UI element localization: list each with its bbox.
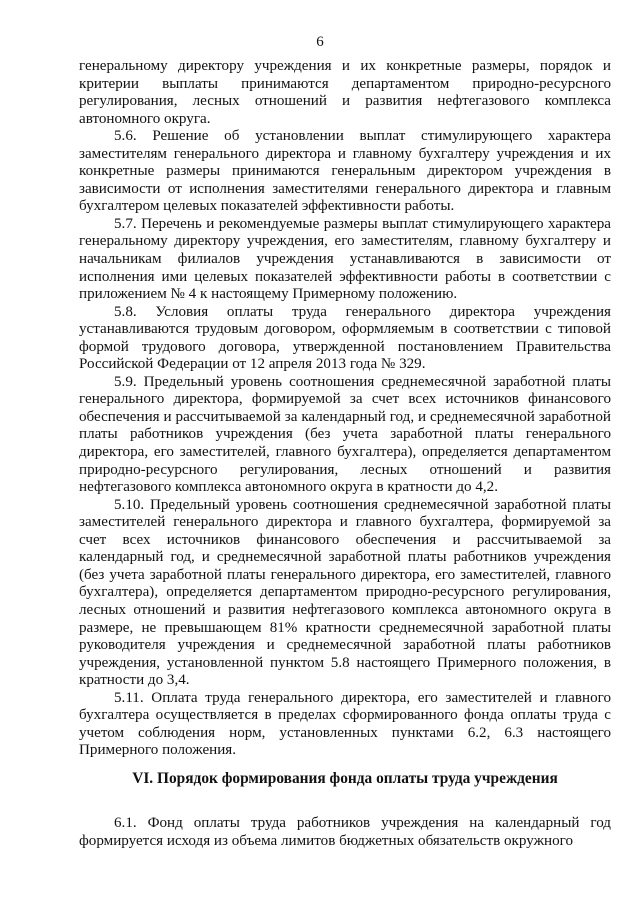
paragraph-5-6: 5.6. Решение об установлении выплат стимулирующего характера заместителям генерального директора и главному бухгалтеру учреждения и их конкретные размеры принимаются генеральным директором учреждения в зависимости от исполнения заместителями генерального директора и главным бухгалтером целевых показателей эффективности работы. xyxy=(79,128,611,215)
section-heading: VI. Порядок формирования фонда оплаты труда учреждения xyxy=(132,770,558,787)
document-body xyxy=(79,58,611,760)
paragraph-5-9: 5.9. Предельный уровень соотношения среднемесячной заработной платы генерального директора, формируемой за счет всех источников финансового обеспечения и рассчитываемой за календарный год, и среднемесячной заработной платы работников учреждения (без учета заработной платы генерального директора, его заместителей, главного бухгалтера), определяется департаментом природно-ресурсного регулирования, лесных отношений и развития нефтегазового комплекса автономного округа в кратности до 4,2. xyxy=(79,373,611,496)
paragraph-continuation: генеральному директору учреждения и их конкретные размеры, порядок и критерии выплаты принимаются департаментом природно-ресурсного регулирования, лесных отношений и развития нефтегазового комплекса автономного округа. xyxy=(79,58,611,127)
paragraph-5-8: 5.8. Условия оплаты труда генерального директора учреждения устанавливаются трудовым договором, оформляемым в соответствии с типовой формой трудового договора, утвержденной постановлением Правительства Российской Федерации от 12 апреля 2013 года № 329. xyxy=(79,303,611,373)
page-number: 6 xyxy=(316,34,324,50)
paragraph-5-11: 5.11. Оплата труда генерального директора, его заместителей и главного бухгалтера осуществляется в пределах сформированного фонда оплаты труда с учетом соблюдения норм, установленных пунктами 6.2, 6.3 настоящего Примерного положения. xyxy=(79,689,611,759)
paragraph-5-10: 5.10. Предельный уровень соотношения среднемесячной заработной платы заместителей генерального директора и главного бухгалтера, формируемой за счет всех источников финансового обеспечения и рассчитываемой за календарный год, и среднемесячной заработной платы работников учреждения (без учета заработной платы генерального директора, его заместителей, главного бухгалтера), определяется департаментом природно-ресурсного регулирования, лесных отношений и развития нефтегазового комплекса автономного округа в размере, не превышающем 81% кратности среднемесячной заработной платы руководителя учреждения и среднемесячной заработной платы работников учреждения, установленной пунктом 5.8 настоящего Примерного положения, в кратности до 3,4. xyxy=(79,496,611,689)
paragraph-6-1: 6.1. Фонд оплаты труда работников учреждения на календарный год формируется исходя из объема лимитов бюджетных обязательств окружного xyxy=(79,815,611,849)
paragraph-5-7: 5.7. Перечень и рекомендуемые размеры выплат стимулирующего характера генеральному директору учреждения, его заместителям, главному бухгалтеру и начальникам филиалов учреждения устанавливаются в зависимости от исполнения ими целевых показателей эффективности работы в соответствии с приложением № 4 к настоящему Примерному положению. xyxy=(79,215,611,303)
